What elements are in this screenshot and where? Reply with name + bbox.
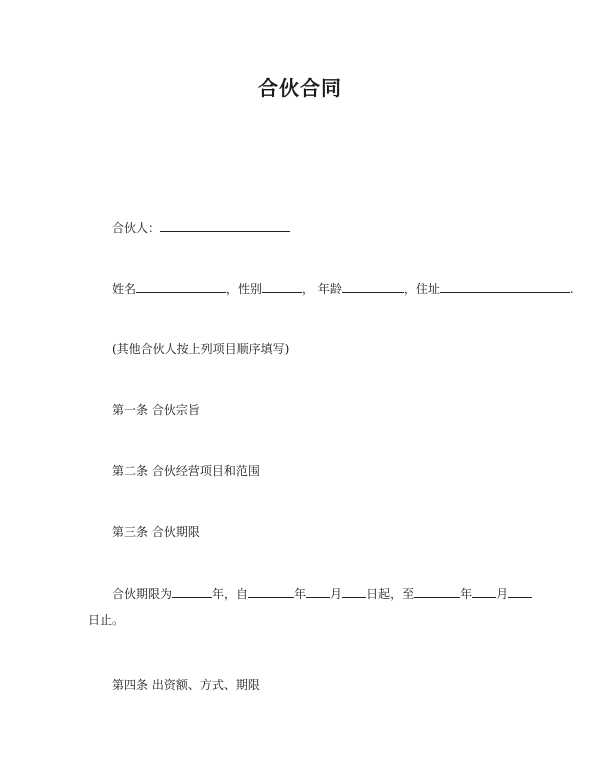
document-title: 合伙合同: [258, 76, 342, 100]
end-day-blank: [508, 585, 532, 598]
age-label: ， 年龄: [302, 282, 342, 296]
partner-info-line: [112, 280, 574, 297]
gender-label: ，性别: [226, 282, 263, 296]
partner-blank: [160, 219, 290, 232]
article-4-heading: 第四条 出资额、方式、期限: [112, 678, 260, 692]
name-label: 姓名: [112, 282, 137, 296]
partner-line: [112, 219, 290, 236]
article-3-heading: 第三条 合伙期限: [112, 525, 200, 539]
address-label: ，住址: [403, 282, 440, 296]
name-blank: [136, 280, 226, 293]
term-prefix: 合伙期限为: [112, 587, 173, 601]
term-line: [112, 585, 532, 602]
article-2-heading: 第二条 合伙经营项目和范围: [112, 464, 260, 478]
start-month-blank: [306, 585, 330, 598]
start-year-blank: [248, 585, 294, 598]
term-years-blank: [172, 585, 212, 598]
term-month: 月: [330, 587, 343, 601]
address-blank: [440, 280, 570, 293]
partner-label: 合伙人：: [112, 221, 161, 235]
start-day-blank: [342, 585, 366, 598]
article-1-heading: 第一条 合伙宗旨: [112, 403, 200, 417]
term-year-from: 年，自: [212, 587, 249, 601]
line-end: .: [569, 282, 574, 296]
end-month-blank: [472, 585, 496, 598]
term-line-end: 日止。: [88, 613, 125, 627]
gender-blank: [262, 280, 302, 293]
end-year-blank: [414, 585, 460, 598]
term-year2: 年: [460, 587, 473, 601]
note-line: (其他合伙人按上列项目顺序填写): [112, 342, 290, 356]
term-year: 年: [294, 587, 307, 601]
term-month2: 月: [496, 587, 509, 601]
term-day-from: 日起，至: [366, 587, 415, 601]
age-blank: [342, 280, 404, 293]
